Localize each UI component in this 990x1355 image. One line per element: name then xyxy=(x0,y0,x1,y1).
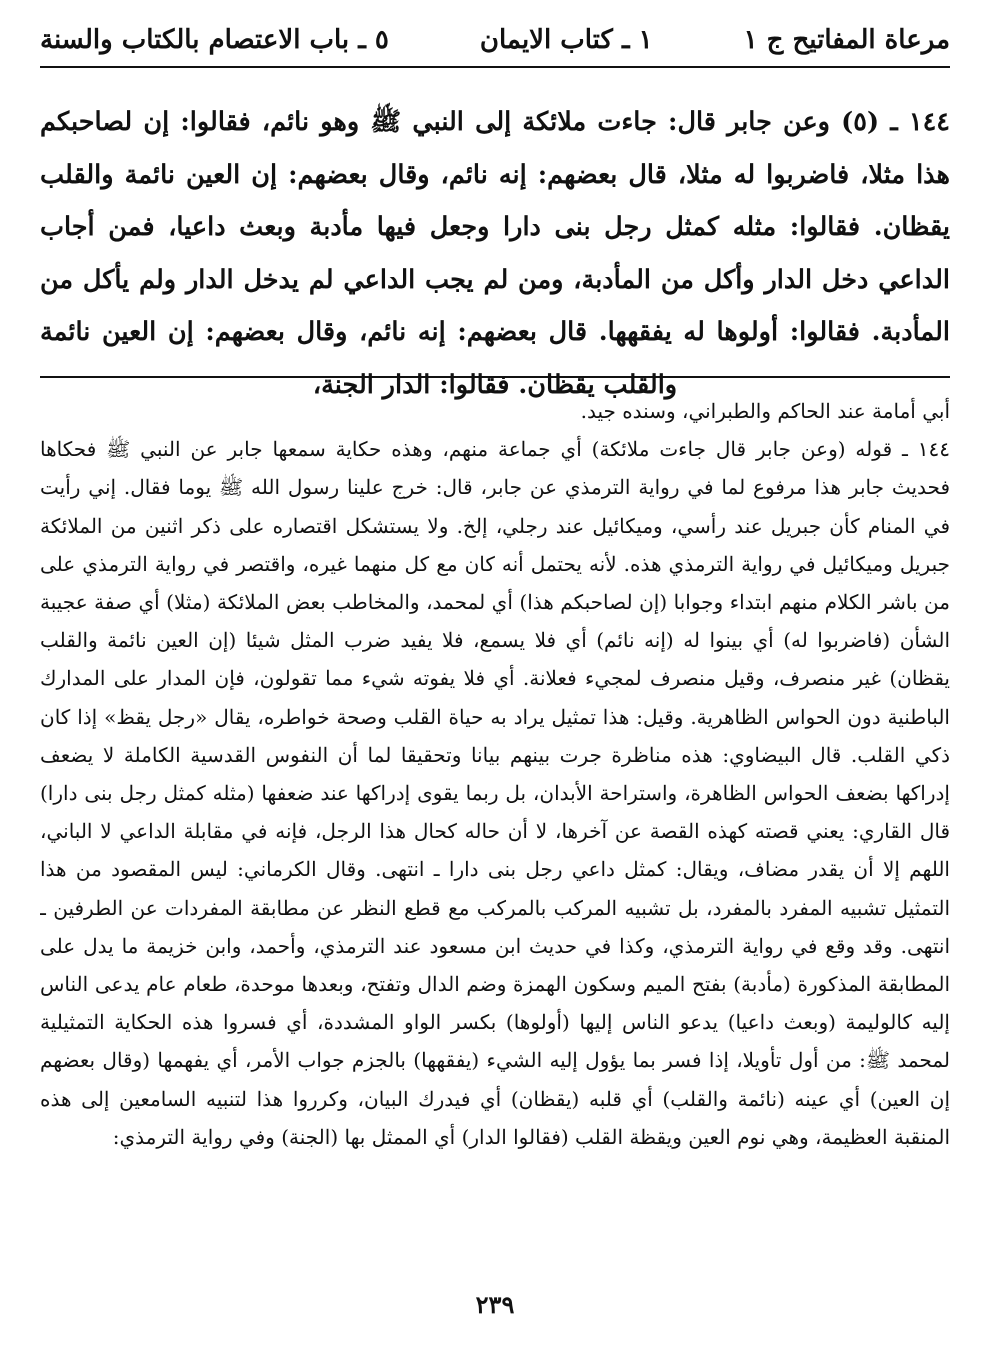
header-bab: ٥ ـ باب الاعتصام بالكتاب والسنة xyxy=(40,25,389,55)
running-header xyxy=(40,18,950,62)
header-book-volume: مرعاة المفاتيح ج ١ xyxy=(743,25,950,55)
commentary xyxy=(40,392,950,1235)
header-divider xyxy=(40,66,950,68)
header-kitab: ١ ـ كتاب الايمان xyxy=(479,25,653,55)
section-divider xyxy=(40,376,950,378)
commentary-paragraph: ١٤٤ ـ قوله (وعن جابر قال جاءت ملائكة) أي جماعة منهم، وهذه حكاية سمعها جابر عن النبي ﷺ فحكاها فحديث جابر هذا مرفوع لما في رواية الترمذي عن جابر، قال: خرج علينا رسول الله ﷺ يوما فقال. إني رأيت في المنام كأن جبريل عند رأسي، وميكائيل عند رجلي، إلخ. ولا يستشكل اقتصاره على ذكر اثنين من الملائكة جبريل وميكائيل في رواية الترمذي هذه. لأنه يحتمل أنه كان مع كل منهما غيره، واقتصر في رواية الترمذي على من باشر الكلام منهم ابتداء وجوابا (إن لصاحبكم هذا) أي لمحمد، والمخاطب بعض الملائكة (مثلا) أي صفة عجيبة الشأن (فاضربوا له) أي بينوا له (إنه نائم) أي فلا يسمع، فلا يفيد ضرب المثل شيئا (إن العين نائمة والقلب يقظان) غير منصرف، وقيل منصرف لمجيء فعلانة. أي فلا يفوته شيء مما تقولون، فإن المدار على المدارك الباطنية دون الحواس الظاهرية. وقيل: هذا تمثيل يراد به حياة القلب وصحة خواطره، يقال «رجل يقظ» إذا كان ذكي القلب. قال البيضاوي: هذه مناظرة جرت بينهم بيانا وتحقيقا لما أن النفوس القدسية الكاملة لا يضعف إدراكها بضعف الحواس الظاهرة، واستراحة الأبدان، بل ربما يقوى إدراكها عند ضعفها (مثله كمثل رجل بنى دارا) قال القاري: يعني قصته كهذه القصة عن آخرها، لا أن حاله كحال هذا الرجل، فإنه في مقابلة الداعي لا الباني، اللهم إلا أن يقدر مضاف، ويقال: كمثل داعي رجل بنى دارا ـ انتهى. وقال الكرماني: ليس المقصود من هذا التمثيل تشبيه المفرد بالمفرد، بل تشبيه المركب بالمركب مع قطع النظر عن مطابقة المفردات عن الطرفين ـ انتهى. وقد وقع في رواية الترمذي، وكذا في حديث ابن مسعود عند الترمذي، وأحمد، وابن خزيمة ما يدل على المطابقة المذكورة (مأدبة) بفتح الميم وسكون الهمزة وضم الدال وتفتح، وبعدها موحدة، طعام عام يدعى الناس إليه كالوليمة (وبعث داعيا) يدعو الناس إليها (أولوها) بكسر الواو المشددة، أي فسروا هذه الحكاية التمثيلية لمحمد ﷺ: من أول تأويلا، إذا فسر بما يؤول إليه الشيء (يفقهها) بالجزم جواب الأمر، أي يفهمها (وقال بعضهم إن العين) أي عينه (نائمة والقلب) أي قلبه (يقظان) أي فيدرك البيان، وكرروا هذا لتنبيه السامعين إلى هذه المنقبة العظيمة، وهي نوم العين ويقظة القلب (فقالوا الدار) أي الممثل بها (الجنة) وفي رواية الترمذي: xyxy=(40,437,950,1149)
hadith-text: ١٤٤ ـ (٥) وعن جابر قال: جاءت ملائكة إلى النبي ﷺ وهو نائم، فقالوا: إن لصاحبكم هذا مثلا، فاضربوا له مثلا، قال بعضهم: إنه نائم، وقال بعضهم: إن العين نائمة والقلب يقظان. فقالوا: مثله كمثل رجل بنى دارا وجعل فيها مأدبة وبعث داعيا، فمن أجاب الداعي دخل الدار وأكل من المأدبة، ومن لم يجب الداعي لم يدخل الدار ولم يأكل من المأدبة. فقالوا: أولوها له يفقهها. قال بعضهم: إنه نائم، وقال بعضهم: إن العين نائمة والقلب يقظان. فقالوا: الدار الجنة، xyxy=(40,107,950,400)
commentary-lead-line: أبي أمامة عند الحاكم والطبراني، وسنده جيد. xyxy=(580,399,950,423)
page-number: ٢٣٩ xyxy=(475,1290,515,1319)
